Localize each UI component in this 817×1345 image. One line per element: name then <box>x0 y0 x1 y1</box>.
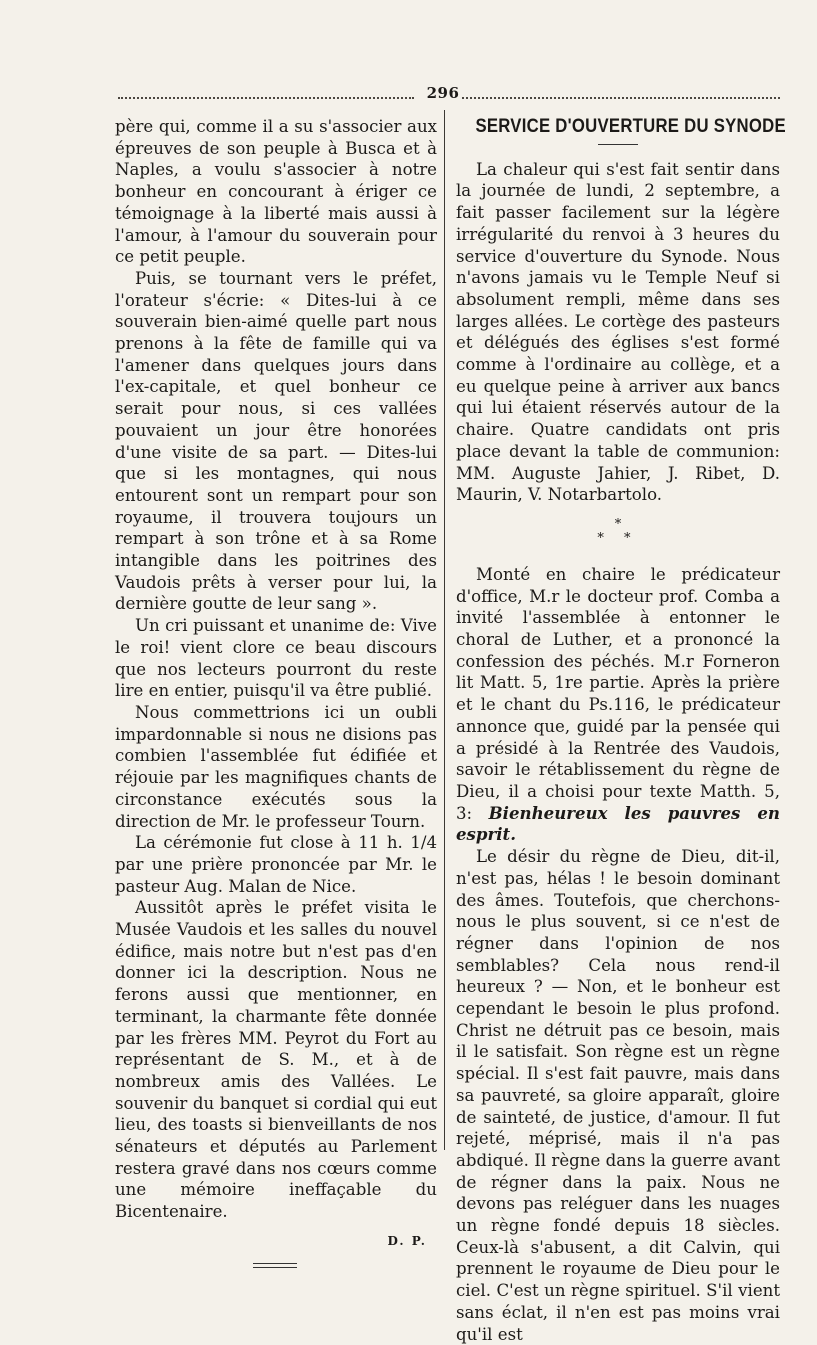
paragraph: La chaleur qui s'est fait sentir dans la journée de lundi, 2 septembre, a fait passer facilement sur la légère irrégularité du renvoi à 3 heures du service d'ouverture du Synode. Nous n'avons jamais vu le Temple Neuf si absolument rempli, même dans ses larges allées. Le cortège des pasteurs et délégués des églises s'est formé comme à l'ordinaire au collège, et a eu quelque peine à arriver aux bancs qui lui étaient réservés autour de la chaire. Quatre candidats ont pris place devant la table de communion: MM. Auguste Jahier, J. Ribet, D. Maurin, V. Notarbartolo. <box>456 159 780 505</box>
asterism-bottom: * * <box>597 530 639 546</box>
asterism-top: * <box>614 516 622 532</box>
paragraph <box>456 564 780 846</box>
paragraph: Nous commettrions ici un oubli impardonnable si nous ne disions pas combien l'assemblée fut édifiée et réjouie par les magnifiques chants de circonstance exécutés sous la direction de Mr. le professeur Tourn. <box>115 702 437 831</box>
page-number: 296 <box>426 84 460 102</box>
paragraph: Un cri puissant et unanime de: Vive le roi! vient clore ce beau discours que nos lecteurs pourront du reste lire en entier, puisqu'il va être publié. <box>115 616 437 701</box>
paragraph: père qui, comme il a su s'associer aux épreuves de son peuple à Busca et à Naples, a voulu s'associer à notre bonheur en concourant à ériger ce témoignage à la liberté mais aussi à l'amour, à l'amour du souverain pour ce petit peuple. <box>115 117 437 267</box>
header-rule-right <box>462 97 780 99</box>
section-title: SERVICE D'OUVERTURE DU SYNODE <box>475 116 786 137</box>
asterism <box>456 518 780 546</box>
paragraph-text: Monté en chaire le prédicateur d'office, M.r le docteur prof. Comba a invité l'assemblée à entonner le choral de Luther, et a prononcé la confession des péchés. M.r Forneron lit Matt. 5, 1re partie. Après la prière et le chant du Ps.116, le prédicateur annonce que, guidé par la pensée qui a présidé à la Rentrée des Vaudois, savoir le rétablissement du règne de Dieu, il a choisi pour texte Matth. 5, 3: <box>456 564 780 823</box>
column-divider <box>444 110 445 1150</box>
signature: D. P. <box>387 1233 427 1248</box>
paragraph: La cérémonie fut close à 11 h. 1/4 par une prière prononcée par Mr. le pasteur Aug. Malan de Nice. <box>115 833 437 896</box>
paragraph: Le désir du règne de Dieu, dit-il, n'est pas, hélas ! le besoin dominant des âmes. Toutefois, que cherchons-nous le plus souvent, si ce n'est de régner dans l'opinion de nos semblables? Cela nous rend-il heureux ? — Non, et le bonheur est cependant le besoin le plus profond. Christ ne détruit pas ce besoin, mais il le satisfait. Son règne est un règne spécial. Il s'est fait pauvre, mais dans sa pauvreté, sa gloire apparaît, gloire de sainteté, de justice, d'amour. Il fut rejeté, méprisé, mais il n'a pas abdiqué. Il règne dans la guerre avant de régner dans la paix. Nous ne devons pas reléguer dans les nuages un règne fondé depuis 18 siècles. Ceux-là s'abusent, a dit Calvin, qui prennent le royaume de Dieu pour le ciel. C'est un règne spirituel. S'il vient sans éclat, il n'en est pas moins vrai qu'il est <box>456 847 780 1344</box>
paragraph: Puis, se tournant vers le préfet, l'orateur s'écrie: « Dites-lui à ce souverain bien-aimé quelle part nous prenons à la fête de famille qui va l'amener dans quelques jours dans l'ex-capitale, et quel bonheur ce serait pour nous, si ces vallées pouvaient un jour être honorées d'une visite de sa part. — Dites-lui que si les montagnes, qui nous entourent sont un rempart pour son royaume, il trouvera toujours un rempart à son trône et à sa Rome intangible dans les poitrines des Vaudois prêts à verser pour lui, la dernière goutte de leur sang ». <box>115 268 437 614</box>
right-column <box>456 116 786 1345</box>
end-mark <box>253 1263 297 1268</box>
paragraph: Aussitôt après le préfet visita le Musée Vaudois et les salles du nouvel édifice, mais notre but n'est pas d'en donner ici la description. Nous ne ferons aussi que mentionner, en terminant, la charmante fête donnée par les frères MM. Peyrot du Fort au représentant de S. M., et à de nombreux amis des Vallées. Le souvenir du banquet si cordial qui eut lieu, des toasts si bienveillants de nos sénateurs et députés au Parlement restera gravé dans nos cœurs comme une mémoire ineffaçable du Bicentenaire. <box>115 898 437 1222</box>
left-column <box>115 116 437 1268</box>
page-header <box>112 86 780 106</box>
scripture-text: Bienheureux les pauvres en esprit. <box>456 802 780 845</box>
header-rule-left <box>118 97 414 99</box>
title-rule <box>598 144 638 145</box>
